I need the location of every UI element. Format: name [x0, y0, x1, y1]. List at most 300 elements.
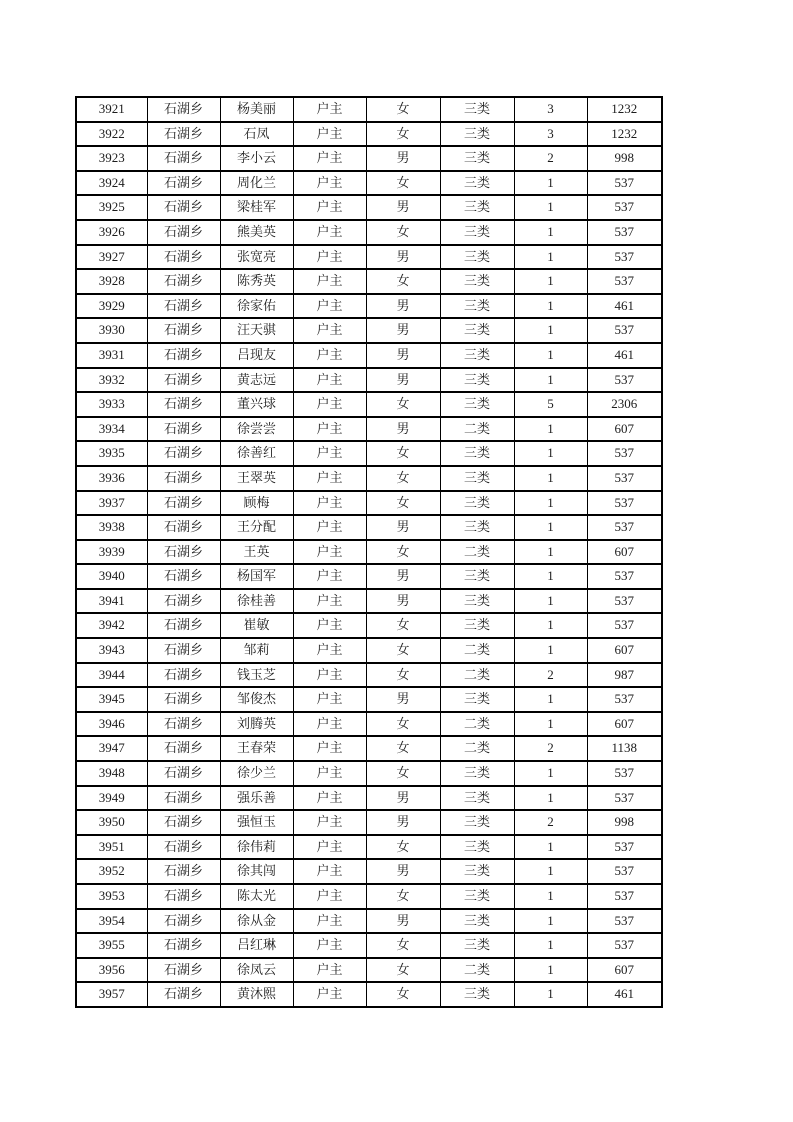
table-row [76, 97, 662, 122]
cell-count: 1 [514, 368, 587, 393]
cell-relation: 户主 [293, 958, 366, 983]
cell-count: 1 [514, 195, 587, 220]
cell-category: 二类 [440, 417, 514, 442]
cell-serial-number: 3925 [76, 195, 147, 220]
cell-township: 石湖乡 [147, 171, 220, 196]
cell-serial-number: 3922 [76, 122, 147, 147]
table-row [76, 392, 662, 417]
cell-gender: 女 [366, 933, 440, 958]
cell-count: 3 [514, 97, 587, 122]
cell-count: 1 [514, 540, 587, 565]
table-row [76, 294, 662, 319]
table-row [76, 589, 662, 614]
cell-relation: 户主 [293, 663, 366, 688]
cell-gender: 女 [366, 220, 440, 245]
cell-category: 三类 [440, 515, 514, 540]
cell-serial-number: 3926 [76, 220, 147, 245]
cell-serial-number: 3936 [76, 466, 147, 491]
cell-serial-number: 3930 [76, 318, 147, 343]
cell-count: 1 [514, 417, 587, 442]
cell-amount: 537 [587, 220, 662, 245]
cell-relation: 户主 [293, 933, 366, 958]
cell-person-name: 强乐善 [220, 786, 293, 811]
cell-serial-number: 3949 [76, 786, 147, 811]
cell-amount: 537 [587, 466, 662, 491]
cell-gender: 女 [366, 392, 440, 417]
cell-gender: 男 [366, 810, 440, 835]
cell-person-name: 张宽亮 [220, 245, 293, 270]
cell-relation: 户主 [293, 491, 366, 516]
cell-amount: 537 [587, 687, 662, 712]
cell-gender: 男 [366, 909, 440, 934]
cell-gender: 女 [366, 97, 440, 122]
cell-category: 三类 [440, 368, 514, 393]
cell-amount: 1138 [587, 736, 662, 761]
table-row [76, 687, 662, 712]
cell-relation: 户主 [293, 441, 366, 466]
cell-township: 石湖乡 [147, 958, 220, 983]
cell-amount: 537 [587, 245, 662, 270]
table-row [76, 564, 662, 589]
table-row [76, 835, 662, 860]
cell-township: 石湖乡 [147, 294, 220, 319]
cell-amount: 537 [587, 515, 662, 540]
cell-relation: 户主 [293, 466, 366, 491]
cell-relation: 户主 [293, 786, 366, 811]
cell-person-name: 黄沐熙 [220, 982, 293, 1007]
table-row [76, 171, 662, 196]
cell-serial-number: 3935 [76, 441, 147, 466]
cell-gender: 女 [366, 835, 440, 860]
cell-relation: 户主 [293, 269, 366, 294]
cell-category: 三类 [440, 269, 514, 294]
cell-relation: 户主 [293, 318, 366, 343]
cell-serial-number: 3957 [76, 982, 147, 1007]
cell-count: 1 [514, 343, 587, 368]
cell-serial-number: 3921 [76, 97, 147, 122]
cell-person-name: 徐少兰 [220, 761, 293, 786]
cell-township: 石湖乡 [147, 884, 220, 909]
cell-count: 1 [514, 491, 587, 516]
table-row [76, 663, 662, 688]
cell-relation: 户主 [293, 982, 366, 1007]
table-row [76, 220, 662, 245]
cell-serial-number: 3940 [76, 564, 147, 589]
cell-amount: 537 [587, 761, 662, 786]
cell-relation: 户主 [293, 540, 366, 565]
cell-person-name: 徐凤云 [220, 958, 293, 983]
cell-count: 1 [514, 687, 587, 712]
cell-count: 1 [514, 564, 587, 589]
cell-count: 1 [514, 294, 587, 319]
cell-relation: 户主 [293, 909, 366, 934]
cell-person-name: 董兴球 [220, 392, 293, 417]
cell-serial-number: 3955 [76, 933, 147, 958]
cell-township: 石湖乡 [147, 761, 220, 786]
cell-count: 2 [514, 736, 587, 761]
cell-gender: 女 [366, 491, 440, 516]
table-row [76, 318, 662, 343]
cell-serial-number: 3945 [76, 687, 147, 712]
cell-relation: 户主 [293, 171, 366, 196]
cell-gender: 男 [366, 515, 440, 540]
cell-amount: 1232 [587, 122, 662, 147]
table-row [76, 958, 662, 983]
table-row [76, 195, 662, 220]
cell-serial-number: 3924 [76, 171, 147, 196]
cell-relation: 户主 [293, 761, 366, 786]
cell-gender: 男 [366, 417, 440, 442]
cell-township: 石湖乡 [147, 392, 220, 417]
cell-serial-number: 3937 [76, 491, 147, 516]
cell-count: 1 [514, 171, 587, 196]
cell-count: 1 [514, 859, 587, 884]
cell-category: 三类 [440, 343, 514, 368]
table-row [76, 810, 662, 835]
cell-gender: 女 [366, 122, 440, 147]
cell-relation: 户主 [293, 712, 366, 737]
records-table [75, 96, 663, 1008]
cell-count: 1 [514, 245, 587, 270]
cell-amount: 1232 [587, 97, 662, 122]
cell-township: 石湖乡 [147, 97, 220, 122]
cell-serial-number: 3927 [76, 245, 147, 270]
cell-gender: 女 [366, 171, 440, 196]
cell-gender: 女 [366, 712, 440, 737]
cell-relation: 户主 [293, 687, 366, 712]
cell-relation: 户主 [293, 515, 366, 540]
cell-township: 石湖乡 [147, 712, 220, 737]
cell-person-name: 顾梅 [220, 491, 293, 516]
cell-person-name: 徐尝尝 [220, 417, 293, 442]
cell-gender: 女 [366, 466, 440, 491]
cell-category: 三类 [440, 786, 514, 811]
cell-person-name: 吕现友 [220, 343, 293, 368]
cell-category: 三类 [440, 909, 514, 934]
cell-person-name: 王翠英 [220, 466, 293, 491]
cell-township: 石湖乡 [147, 515, 220, 540]
cell-serial-number: 3956 [76, 958, 147, 983]
cell-count: 1 [514, 638, 587, 663]
cell-category: 二类 [440, 712, 514, 737]
cell-category: 三类 [440, 392, 514, 417]
cell-relation: 户主 [293, 613, 366, 638]
cell-gender: 女 [366, 663, 440, 688]
table-row [76, 343, 662, 368]
cell-township: 石湖乡 [147, 466, 220, 491]
cell-count: 1 [514, 441, 587, 466]
cell-township: 石湖乡 [147, 909, 220, 934]
cell-serial-number: 3928 [76, 269, 147, 294]
table-row [76, 736, 662, 761]
cell-township: 石湖乡 [147, 122, 220, 147]
cell-amount: 607 [587, 540, 662, 565]
cell-serial-number: 3941 [76, 589, 147, 614]
cell-gender: 男 [366, 146, 440, 171]
cell-relation: 户主 [293, 146, 366, 171]
cell-serial-number: 3944 [76, 663, 147, 688]
cell-relation: 户主 [293, 859, 366, 884]
cell-township: 石湖乡 [147, 343, 220, 368]
table-body [76, 97, 662, 1007]
cell-gender: 男 [366, 294, 440, 319]
cell-gender: 男 [366, 589, 440, 614]
cell-category: 三类 [440, 884, 514, 909]
cell-township: 石湖乡 [147, 786, 220, 811]
cell-relation: 户主 [293, 343, 366, 368]
cell-serial-number: 3939 [76, 540, 147, 565]
cell-relation: 户主 [293, 97, 366, 122]
cell-amount: 537 [587, 171, 662, 196]
cell-township: 石湖乡 [147, 982, 220, 1007]
cell-serial-number: 3934 [76, 417, 147, 442]
cell-amount: 607 [587, 638, 662, 663]
cell-category: 三类 [440, 97, 514, 122]
cell-serial-number: 3948 [76, 761, 147, 786]
cell-amount: 461 [587, 982, 662, 1007]
cell-person-name: 邹莉 [220, 638, 293, 663]
cell-gender: 女 [366, 269, 440, 294]
table-row [76, 368, 662, 393]
cell-amount: 537 [587, 318, 662, 343]
cell-category: 三类 [440, 564, 514, 589]
cell-person-name: 徐家佑 [220, 294, 293, 319]
cell-amount: 607 [587, 712, 662, 737]
cell-count: 1 [514, 761, 587, 786]
cell-township: 石湖乡 [147, 859, 220, 884]
cell-relation: 户主 [293, 220, 366, 245]
cell-relation: 户主 [293, 245, 366, 270]
cell-relation: 户主 [293, 884, 366, 909]
cell-amount: 537 [587, 859, 662, 884]
cell-category: 三类 [440, 589, 514, 614]
cell-relation: 户主 [293, 835, 366, 860]
table-row [76, 638, 662, 663]
cell-township: 石湖乡 [147, 687, 220, 712]
cell-person-name: 强恒玉 [220, 810, 293, 835]
cell-township: 石湖乡 [147, 663, 220, 688]
cell-serial-number: 3923 [76, 146, 147, 171]
cell-person-name: 陈太光 [220, 884, 293, 909]
cell-township: 石湖乡 [147, 736, 220, 761]
cell-count: 1 [514, 958, 587, 983]
cell-person-name: 徐桂善 [220, 589, 293, 614]
cell-serial-number: 3943 [76, 638, 147, 663]
cell-category: 三类 [440, 810, 514, 835]
table-row [76, 245, 662, 270]
table-row [76, 417, 662, 442]
cell-relation: 户主 [293, 417, 366, 442]
cell-person-name: 熊美英 [220, 220, 293, 245]
cell-category: 三类 [440, 146, 514, 171]
cell-count: 2 [514, 663, 587, 688]
cell-gender: 女 [366, 982, 440, 1007]
cell-person-name: 徐其闯 [220, 859, 293, 884]
cell-gender: 女 [366, 638, 440, 663]
table-row [76, 859, 662, 884]
cell-gender: 男 [366, 859, 440, 884]
cell-category: 三类 [440, 982, 514, 1007]
table-row [76, 933, 662, 958]
cell-amount: 987 [587, 663, 662, 688]
cell-category: 三类 [440, 195, 514, 220]
cell-gender: 男 [366, 318, 440, 343]
cell-count: 1 [514, 589, 587, 614]
cell-person-name: 梁桂军 [220, 195, 293, 220]
cell-count: 1 [514, 884, 587, 909]
cell-count: 3 [514, 122, 587, 147]
cell-amount: 537 [587, 195, 662, 220]
cell-person-name: 崔敏 [220, 613, 293, 638]
cell-person-name: 王分配 [220, 515, 293, 540]
cell-category: 三类 [440, 220, 514, 245]
cell-count: 1 [514, 712, 587, 737]
cell-serial-number: 3942 [76, 613, 147, 638]
cell-person-name: 徐善红 [220, 441, 293, 466]
cell-amount: 537 [587, 368, 662, 393]
cell-amount: 461 [587, 343, 662, 368]
cell-category: 二类 [440, 638, 514, 663]
table-row [76, 613, 662, 638]
cell-township: 石湖乡 [147, 441, 220, 466]
cell-relation: 户主 [293, 294, 366, 319]
cell-count: 2 [514, 810, 587, 835]
cell-amount: 607 [587, 958, 662, 983]
table-row [76, 269, 662, 294]
cell-township: 石湖乡 [147, 220, 220, 245]
cell-person-name: 石凤 [220, 122, 293, 147]
cell-amount: 998 [587, 146, 662, 171]
cell-category: 二类 [440, 540, 514, 565]
cell-count: 1 [514, 515, 587, 540]
cell-gender: 男 [366, 195, 440, 220]
cell-township: 石湖乡 [147, 269, 220, 294]
cell-serial-number: 3954 [76, 909, 147, 934]
cell-category: 三类 [440, 318, 514, 343]
cell-person-name: 陈秀英 [220, 269, 293, 294]
cell-count: 2 [514, 146, 587, 171]
cell-amount: 537 [587, 491, 662, 516]
cell-township: 石湖乡 [147, 417, 220, 442]
cell-amount: 607 [587, 417, 662, 442]
table-row [76, 712, 662, 737]
cell-category: 二类 [440, 736, 514, 761]
table-row [76, 515, 662, 540]
cell-relation: 户主 [293, 736, 366, 761]
cell-count: 1 [514, 933, 587, 958]
table-row [76, 786, 662, 811]
cell-relation: 户主 [293, 368, 366, 393]
cell-serial-number: 3933 [76, 392, 147, 417]
table-row [76, 761, 662, 786]
cell-count: 1 [514, 909, 587, 934]
cell-count: 1 [514, 318, 587, 343]
cell-amount: 537 [587, 933, 662, 958]
cell-amount: 537 [587, 613, 662, 638]
cell-gender: 女 [366, 761, 440, 786]
cell-category: 二类 [440, 663, 514, 688]
cell-relation: 户主 [293, 122, 366, 147]
cell-gender: 男 [366, 343, 440, 368]
table-row [76, 122, 662, 147]
cell-person-name: 王英 [220, 540, 293, 565]
cell-person-name: 邹俊杰 [220, 687, 293, 712]
cell-count: 1 [514, 982, 587, 1007]
cell-township: 石湖乡 [147, 613, 220, 638]
cell-amount: 537 [587, 835, 662, 860]
cell-category: 三类 [440, 466, 514, 491]
cell-serial-number: 3953 [76, 884, 147, 909]
cell-gender: 男 [366, 368, 440, 393]
cell-person-name: 周化兰 [220, 171, 293, 196]
cell-serial-number: 3950 [76, 810, 147, 835]
cell-category: 三类 [440, 245, 514, 270]
cell-category: 三类 [440, 122, 514, 147]
cell-amount: 537 [587, 786, 662, 811]
cell-category: 三类 [440, 761, 514, 786]
cell-serial-number: 3932 [76, 368, 147, 393]
cell-township: 石湖乡 [147, 589, 220, 614]
cell-count: 1 [514, 269, 587, 294]
cell-serial-number: 3938 [76, 515, 147, 540]
cell-relation: 户主 [293, 589, 366, 614]
table-row [76, 909, 662, 934]
cell-amount: 998 [587, 810, 662, 835]
table-row [76, 441, 662, 466]
cell-gender: 女 [366, 958, 440, 983]
cell-serial-number: 3929 [76, 294, 147, 319]
cell-amount: 537 [587, 564, 662, 589]
cell-serial-number: 3931 [76, 343, 147, 368]
cell-relation: 户主 [293, 195, 366, 220]
cell-person-name: 黄志远 [220, 368, 293, 393]
cell-township: 石湖乡 [147, 638, 220, 663]
cell-count: 5 [514, 392, 587, 417]
cell-relation: 户主 [293, 638, 366, 663]
cell-person-name: 钱玉芝 [220, 663, 293, 688]
table-row [76, 982, 662, 1007]
cell-count: 1 [514, 613, 587, 638]
cell-person-name: 杨国军 [220, 564, 293, 589]
cell-township: 石湖乡 [147, 318, 220, 343]
cell-serial-number: 3946 [76, 712, 147, 737]
cell-amount: 461 [587, 294, 662, 319]
cell-amount: 537 [587, 441, 662, 466]
cell-category: 三类 [440, 441, 514, 466]
cell-person-name: 汪天骐 [220, 318, 293, 343]
table-row [76, 146, 662, 171]
cell-township: 石湖乡 [147, 491, 220, 516]
cell-amount: 2306 [587, 392, 662, 417]
cell-category: 三类 [440, 171, 514, 196]
cell-person-name: 徐从金 [220, 909, 293, 934]
table-row [76, 466, 662, 491]
cell-township: 石湖乡 [147, 540, 220, 565]
cell-township: 石湖乡 [147, 810, 220, 835]
cell-relation: 户主 [293, 810, 366, 835]
cell-category: 三类 [440, 687, 514, 712]
cell-township: 石湖乡 [147, 195, 220, 220]
cell-count: 1 [514, 835, 587, 860]
cell-gender: 女 [366, 613, 440, 638]
cell-person-name: 王春荣 [220, 736, 293, 761]
cell-category: 三类 [440, 933, 514, 958]
table-row [76, 491, 662, 516]
cell-category: 三类 [440, 491, 514, 516]
cell-category: 二类 [440, 958, 514, 983]
cell-township: 石湖乡 [147, 368, 220, 393]
cell-relation: 户主 [293, 392, 366, 417]
